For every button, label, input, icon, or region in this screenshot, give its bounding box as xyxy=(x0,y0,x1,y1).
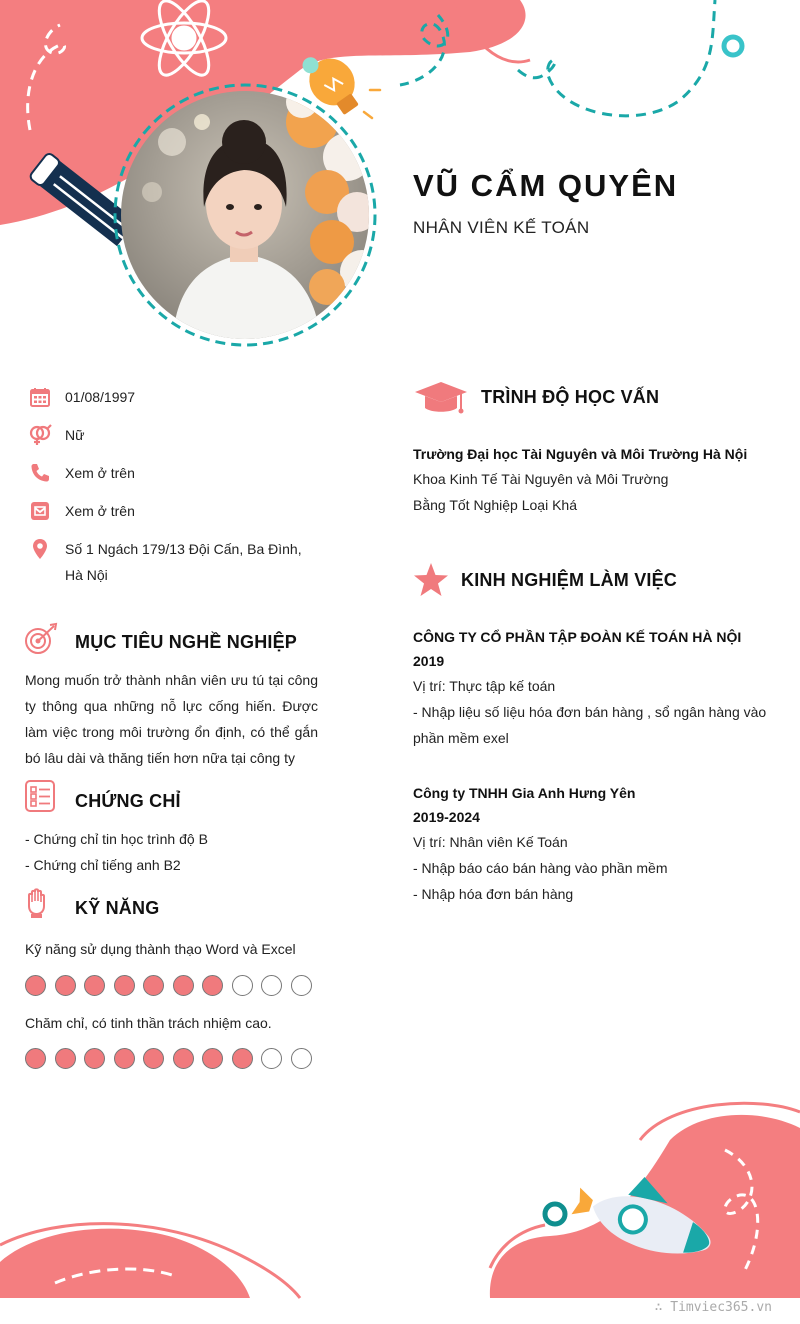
birthdate-text: 01/08/1997 xyxy=(65,389,136,405)
teal-ring xyxy=(724,37,742,55)
rating-dot-filled xyxy=(143,1048,164,1069)
job-period: 2019-2024 xyxy=(413,809,480,825)
bottom-left-blob xyxy=(0,1229,250,1298)
certificates-title: CHỨNG CHỈ xyxy=(75,791,181,811)
star-icon xyxy=(413,562,449,598)
gender-text: Nữ xyxy=(65,427,85,443)
rating-dot-filled xyxy=(55,975,76,996)
rating-dot-filled xyxy=(25,1048,46,1069)
rating-dot-filled xyxy=(173,1048,194,1069)
raised-hand-icon xyxy=(25,887,49,919)
job-task: - Nhập liệu số liệu hóa đơn bán hàng , sổ ngân hàng vào phần mềm exel xyxy=(413,704,767,746)
rating-dot-empty xyxy=(261,1048,282,1069)
experience-title: KINH NGHIỆM LÀM VIỆC xyxy=(461,570,678,590)
certificate-item: - Chứng chỉ tiếng anh B2 xyxy=(25,857,181,873)
rating-dot-empty xyxy=(291,975,312,996)
email-row xyxy=(28,498,328,524)
degree-text: Bằng Tốt Nghiệp Loại Khá xyxy=(413,497,577,513)
job-task: - Nhập hóa đơn bán hàng xyxy=(413,886,574,902)
objective-text: Mong muốn trở thành nhân viên ưu tú tại công ty thông qua những nỗ lực cống hiến. Được làm việc trong môi trường ổn định, có thể gắn bó lâu dài và thăng tiến hơn nữa tại công ty xyxy=(25,672,318,766)
location-pin-icon xyxy=(28,537,52,561)
phone-icon xyxy=(28,461,52,485)
phone-row xyxy=(28,460,328,486)
rating-dot-filled xyxy=(173,975,194,996)
skill-rating xyxy=(25,975,312,996)
job-title: NHÂN VIÊN KẾ TOÁN xyxy=(413,218,590,237)
rating-dot-filled xyxy=(202,975,223,996)
target-icon xyxy=(24,622,60,656)
rating-dot-filled xyxy=(114,1048,135,1069)
rating-dot-filled xyxy=(114,975,135,996)
job-task: - Nhập báo cáo bán hàng vào phần mềm xyxy=(413,860,668,876)
job-period: 2019 xyxy=(413,653,445,669)
rating-dot-filled xyxy=(202,1048,223,1069)
certificate-item: - Chứng chỉ tin học trình độ B xyxy=(25,831,208,847)
skill-name: Chăm chỉ, có tinh thần trách nhiệm cao. xyxy=(25,1015,272,1031)
gender-icon xyxy=(28,423,52,447)
gender-row xyxy=(28,422,328,448)
graduation-cap-icon xyxy=(413,380,469,416)
company-name: Công ty TNHH Gia Anh Hưng Yên xyxy=(413,785,636,801)
watermark-text: ∴ Timviec365.vn xyxy=(654,1300,772,1315)
skill-rating xyxy=(25,1048,312,1069)
rating-dot-filled xyxy=(84,1048,105,1069)
job-position: Vị trí: Nhân viên Kế Toán xyxy=(413,834,568,850)
email-icon xyxy=(28,499,52,523)
rating-dot-filled xyxy=(143,975,164,996)
rating-dot-empty xyxy=(261,975,282,996)
rating-dot-filled xyxy=(55,1048,76,1069)
objective-title: MỤC TIÊU NGHỀ NGHIỆP xyxy=(75,632,298,652)
phone-text: Xem ở trên xyxy=(65,465,135,481)
checklist-icon xyxy=(24,780,56,812)
rating-dot-empty xyxy=(232,975,253,996)
address-row xyxy=(28,536,323,588)
email-text: Xem ở trên xyxy=(65,503,135,519)
rating-dot-empty xyxy=(291,1048,312,1069)
faculty-name: Khoa Kinh Tế Tài Nguyên và Môi Trường xyxy=(413,471,669,487)
rating-dot-filled xyxy=(232,1048,253,1069)
school-name: Trường Đại học Tài Nguyên và Môi Trường Hà Nội xyxy=(413,446,748,462)
candidate-name: VŨ CẨM QUYÊN xyxy=(413,168,679,203)
rating-dot-filled xyxy=(25,975,46,996)
skill-name: Kỹ năng sử dụng thành thạo Word và Excel xyxy=(25,941,296,957)
company-name: CÔNG TY CỔ PHẦN TẬP ĐOÀN KẾ TOÁN HÀ NỘI xyxy=(413,629,742,645)
rating-dot-filled xyxy=(84,975,105,996)
birthdate-row xyxy=(28,384,328,410)
job-position: Vị trí: Thực tập kế toán xyxy=(413,678,556,694)
skills-title: KỸ NĂNG xyxy=(75,898,160,918)
address-text: Số 1 Ngách 179/13 Đội Cấn, Ba Đình, Hà Nội xyxy=(65,541,302,583)
calendar-icon xyxy=(28,385,52,409)
profile-photo xyxy=(112,82,378,348)
education-title: TRÌNH ĐỘ HỌC VẤN xyxy=(481,387,660,407)
